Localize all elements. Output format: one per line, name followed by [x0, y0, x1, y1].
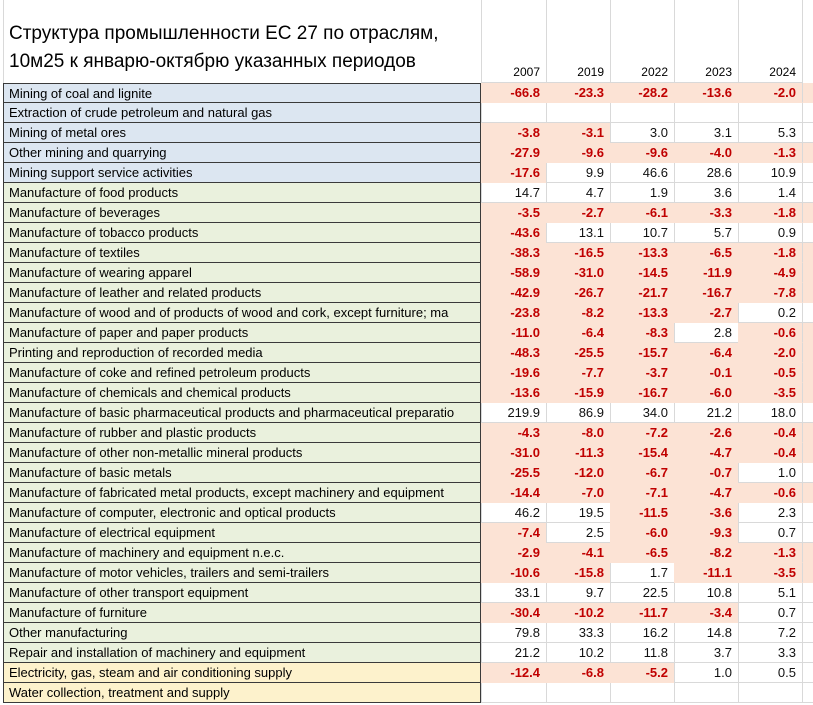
- cell-2023[interactable]: -4.7: [674, 443, 738, 463]
- table-row: [3, 243, 813, 263]
- cell-2023[interactable]: 3.6: [674, 183, 738, 203]
- row-label[interactable]: Manufacture of tobacco products: [3, 223, 481, 243]
- table-row: [3, 223, 813, 243]
- row-label[interactable]: Manufacture of textiles: [3, 243, 481, 263]
- overflow-strip-cell[interactable]: [802, 483, 813, 503]
- cell-2022[interactable]: -9.6: [610, 143, 674, 163]
- cell-2007[interactable]: 14.7: [481, 183, 546, 203]
- cell-2023[interactable]: -6.5: [674, 243, 738, 263]
- cell-2024[interactable]: -0.6: [738, 483, 802, 503]
- cell-2023[interactable]: -4.0: [674, 143, 738, 163]
- cell-2019[interactable]: [546, 683, 610, 703]
- column-header-2007[interactable]: 2007: [481, 0, 546, 83]
- cell-2024[interactable]: 1.4: [738, 183, 802, 203]
- table-body: [3, 83, 813, 703]
- cell-2024[interactable]: 0.5: [738, 663, 802, 683]
- cell-2019[interactable]: -10.2: [546, 603, 610, 623]
- row-label[interactable]: Manufacture of other transport equipment: [3, 583, 481, 603]
- cell-2019[interactable]: -15.9: [546, 383, 610, 403]
- cell-2024[interactable]: -2.0: [738, 83, 802, 103]
- cell-2022[interactable]: 11.8: [610, 643, 674, 663]
- row-label[interactable]: Manufacture of fabricated metal products, except machinery and equipment: [3, 483, 481, 503]
- cell-2023[interactable]: -9.3: [674, 523, 738, 543]
- cell-2022[interactable]: 1.9: [610, 183, 674, 203]
- cell-2022[interactable]: -7.1: [610, 483, 674, 503]
- cell-2022[interactable]: -14.5: [610, 263, 674, 283]
- table-row: [3, 683, 813, 703]
- overflow-strip-cell[interactable]: [802, 223, 813, 243]
- cell-2022[interactable]: [610, 103, 674, 123]
- row-label[interactable]: Mining support service activities: [3, 163, 481, 183]
- cell-2022[interactable]: -6.5: [610, 543, 674, 563]
- cell-2007[interactable]: -3.8: [481, 123, 546, 143]
- cell-2023[interactable]: 28.6: [674, 163, 738, 183]
- cell-2024[interactable]: -1.8: [738, 203, 802, 223]
- cell-2007[interactable]: -17.6: [481, 163, 546, 183]
- row-label[interactable]: Mining of metal ores: [3, 123, 481, 143]
- cell-2022[interactable]: 10.7: [610, 223, 674, 243]
- table-row: [3, 363, 813, 383]
- cell-2024[interactable]: -3.5: [738, 563, 802, 583]
- cell-2024[interactable]: 5.1: [738, 583, 802, 603]
- cell-2023[interactable]: 1.0: [674, 663, 738, 683]
- cell-2024[interactable]: -2.0: [738, 343, 802, 363]
- table-row: [3, 603, 813, 623]
- cell-2022[interactable]: -13.3: [610, 303, 674, 323]
- cell-2019[interactable]: 4.7: [546, 183, 610, 203]
- cell-2024[interactable]: 3.3: [738, 643, 802, 663]
- cell-2024[interactable]: 7.2: [738, 623, 802, 643]
- row-label[interactable]: Manufacture of basic metals: [3, 463, 481, 483]
- row-label[interactable]: Manufacture of paper and paper products: [3, 323, 481, 343]
- overflow-strip-cell[interactable]: [802, 263, 813, 283]
- cell-2022[interactable]: -16.7: [610, 383, 674, 403]
- sheet-title-line2: 10м25 к январю-октябрю указанных периодов: [9, 51, 416, 72]
- cell-2024[interactable]: -1.3: [738, 143, 802, 163]
- overflow-strip-cell[interactable]: [802, 183, 813, 203]
- overflow-strip-cell[interactable]: [802, 543, 813, 563]
- sheet-title-line1: Структура промышленности ЕС 27 по отраслям,: [9, 23, 439, 44]
- overflow-strip-cell[interactable]: [802, 603, 813, 623]
- cell-2007[interactable]: -38.3: [481, 243, 546, 263]
- cell-2022[interactable]: -13.3: [610, 243, 674, 263]
- row-label[interactable]: Manufacture of food products: [3, 183, 481, 203]
- cell-2024[interactable]: 18.0: [738, 403, 802, 423]
- cell-2019[interactable]: 33.3: [546, 623, 610, 643]
- cell-2023[interactable]: 3.1: [674, 123, 738, 143]
- cell-2019[interactable]: -7.7: [546, 363, 610, 383]
- row-label[interactable]: Other mining and quarrying: [3, 143, 481, 163]
- row-label[interactable]: Electricity, gas, steam and air conditioning supply: [3, 663, 481, 683]
- table-row: [3, 583, 813, 603]
- cell-2007[interactable]: 219.9: [481, 403, 546, 423]
- row-label[interactable]: Manufacture of wood and of products of wood and cork, except furniture; ma: [3, 303, 481, 323]
- cell-2019[interactable]: -6.8: [546, 663, 610, 683]
- cell-2022[interactable]: -6.1: [610, 203, 674, 223]
- cell-2019[interactable]: -7.0: [546, 483, 610, 503]
- cell-2024[interactable]: 2.3: [738, 503, 802, 523]
- cell-2024[interactable]: -0.6: [738, 323, 802, 343]
- cell-2022[interactable]: -11.7: [610, 603, 674, 623]
- cell-2023[interactable]: -4.7: [674, 483, 738, 503]
- cell-2022[interactable]: -15.4: [610, 443, 674, 463]
- cell-2019[interactable]: -3.1: [546, 123, 610, 143]
- cell-2007[interactable]: 46.2: [481, 503, 546, 523]
- table-row: [3, 143, 813, 163]
- cell-2022[interactable]: -6.0: [610, 523, 674, 543]
- cell-2007[interactable]: -43.6: [481, 223, 546, 243]
- cell-2024[interactable]: -1.3: [738, 543, 802, 563]
- table-row: [3, 323, 813, 343]
- table-row: [3, 203, 813, 223]
- row-label[interactable]: Printing and reproduction of recorded media: [3, 343, 481, 363]
- cell-2024[interactable]: -0.5: [738, 363, 802, 383]
- row-label[interactable]: Manufacture of leather and related products: [3, 283, 481, 303]
- cell-2022[interactable]: 22.5: [610, 583, 674, 603]
- cell-2023[interactable]: -13.6: [674, 83, 738, 103]
- cell-2024[interactable]: 10.9: [738, 163, 802, 183]
- table-row: [3, 403, 813, 423]
- overflow-strip-cell[interactable]: [802, 503, 813, 523]
- table-row: [3, 563, 813, 583]
- overflow-strip-cell[interactable]: [802, 423, 813, 443]
- cell-2022[interactable]: -15.7: [610, 343, 674, 363]
- table-row: [3, 483, 813, 503]
- cell-2023[interactable]: -2.6: [674, 423, 738, 443]
- overflow-strip-cell[interactable]: [802, 283, 813, 303]
- cell-2022[interactable]: -7.2: [610, 423, 674, 443]
- overflow-strip-cell[interactable]: [802, 123, 813, 143]
- cell-2007[interactable]: [481, 103, 546, 123]
- cell-2024[interactable]: 0.7: [738, 523, 802, 543]
- cell-2024[interactable]: -0.4: [738, 423, 802, 443]
- cell-2022[interactable]: -6.7: [610, 463, 674, 483]
- title-cell[interactable]: [3, 0, 481, 83]
- cell-2019[interactable]: -31.0: [546, 263, 610, 283]
- cell-2019[interactable]: -11.3: [546, 443, 610, 463]
- cell-2023[interactable]: 5.7: [674, 223, 738, 243]
- cell-2007[interactable]: -3.5: [481, 203, 546, 223]
- cell-2024[interactable]: 0.9: [738, 223, 802, 243]
- row-label[interactable]: Repair and installation of machinery and equipment: [3, 643, 481, 663]
- cell-2019[interactable]: [546, 103, 610, 123]
- cell-2007[interactable]: -14.4: [481, 483, 546, 503]
- cell-2007[interactable]: -7.4: [481, 523, 546, 543]
- overflow-strip-cell[interactable]: [802, 243, 813, 263]
- cell-2023[interactable]: 2.8: [674, 323, 738, 343]
- overflow-strip-cell[interactable]: [802, 383, 813, 403]
- table-row: [3, 263, 813, 283]
- column-header-2023[interactable]: 2023: [674, 0, 738, 83]
- cell-2019[interactable]: 19.5: [546, 503, 610, 523]
- cell-2007[interactable]: -19.6: [481, 363, 546, 383]
- cell-2007[interactable]: -27.9: [481, 143, 546, 163]
- cell-2024[interactable]: 1.0: [738, 463, 802, 483]
- overflow-strip-cell[interactable]: [802, 163, 813, 183]
- table-row: [3, 163, 813, 183]
- table-row: [3, 663, 813, 683]
- overflow-strip-cell[interactable]: [802, 203, 813, 223]
- table-row: [3, 343, 813, 363]
- overflow-strip-cell[interactable]: [802, 323, 813, 343]
- table-row: [3, 523, 813, 543]
- cell-2022[interactable]: 16.2: [610, 623, 674, 643]
- overflow-strip-cell[interactable]: [802, 643, 813, 663]
- table-row: [3, 283, 813, 303]
- row-label[interactable]: Manufacture of coke and refined petroleum products: [3, 363, 481, 383]
- cell-2023[interactable]: 10.8: [674, 583, 738, 603]
- table-row: [3, 543, 813, 563]
- cell-2023[interactable]: -2.7: [674, 303, 738, 323]
- cell-2019[interactable]: -23.3: [546, 83, 610, 103]
- row-label[interactable]: Other manufacturing: [3, 623, 481, 643]
- cell-2019[interactable]: 10.2: [546, 643, 610, 663]
- cell-2019[interactable]: -2.7: [546, 203, 610, 223]
- column-header-2024[interactable]: 2024: [738, 0, 802, 83]
- cell-2023[interactable]: -3.3: [674, 203, 738, 223]
- cell-2024[interactable]: [738, 103, 802, 123]
- table-row: [3, 123, 813, 143]
- cell-2024[interactable]: -4.9: [738, 263, 802, 283]
- row-label[interactable]: Manufacture of machinery and equipment n.e.c.: [3, 543, 481, 563]
- overflow-strip-cell[interactable]: [802, 303, 813, 323]
- cell-2022[interactable]: 1.7: [610, 563, 674, 583]
- row-label[interactable]: Manufacture of chemicals and chemical products: [3, 383, 481, 403]
- overflow-strip-cell[interactable]: [802, 463, 813, 483]
- cell-2023[interactable]: -3.6: [674, 503, 738, 523]
- overflow-strip-cell[interactable]: [802, 83, 813, 103]
- cell-2023[interactable]: [674, 683, 738, 703]
- cell-2019[interactable]: 9.7: [546, 583, 610, 603]
- cell-2024[interactable]: -1.8: [738, 243, 802, 263]
- table-row: [3, 383, 813, 403]
- overflow-strip-cell[interactable]: [802, 563, 813, 583]
- cell-2007[interactable]: -42.9: [481, 283, 546, 303]
- cell-2022[interactable]: -8.3: [610, 323, 674, 343]
- cell-2023[interactable]: -0.1: [674, 363, 738, 383]
- header-row: [3, 0, 813, 83]
- cell-2007[interactable]: -10.6: [481, 563, 546, 583]
- cell-2024[interactable]: -0.4: [738, 443, 802, 463]
- cell-2007[interactable]: [481, 683, 546, 703]
- row-label[interactable]: Manufacture of motor vehicles, trailers and semi-trailers: [3, 563, 481, 583]
- row-label[interactable]: Manufacture of computer, electronic and optical products: [3, 503, 481, 523]
- overflow-strip-cell[interactable]: [802, 583, 813, 603]
- cell-2007[interactable]: -58.9: [481, 263, 546, 283]
- cell-2019[interactable]: 86.9: [546, 403, 610, 423]
- cell-2023[interactable]: -16.7: [674, 283, 738, 303]
- cell-2007[interactable]: -12.4: [481, 663, 546, 683]
- cell-2023[interactable]: -3.4: [674, 603, 738, 623]
- cell-2022[interactable]: -3.7: [610, 363, 674, 383]
- cell-2019[interactable]: -8.0: [546, 423, 610, 443]
- cell-2019[interactable]: -9.6: [546, 143, 610, 163]
- cell-2023[interactable]: [674, 103, 738, 123]
- overflow-strip-cell[interactable]: [802, 143, 813, 163]
- column-header-2019[interactable]: 2019: [546, 0, 610, 83]
- cell-2022[interactable]: 3.0: [610, 123, 674, 143]
- cell-2007[interactable]: 33.1: [481, 583, 546, 603]
- cell-2019[interactable]: 9.9: [546, 163, 610, 183]
- overflow-strip-cell[interactable]: [802, 663, 813, 683]
- row-label[interactable]: Manufacture of wearing apparel: [3, 263, 481, 283]
- table-row: [3, 83, 813, 103]
- row-label[interactable]: Water collection, treatment and supply: [3, 683, 481, 703]
- table-row: [3, 183, 813, 203]
- cell-2007[interactable]: -23.8: [481, 303, 546, 323]
- cell-2023[interactable]: -11.9: [674, 263, 738, 283]
- cell-2024[interactable]: -3.5: [738, 383, 802, 403]
- table-row: [3, 423, 813, 443]
- table-row: [3, 103, 813, 123]
- overflow-strip-cell[interactable]: [802, 343, 813, 363]
- cell-2019[interactable]: 13.1: [546, 223, 610, 243]
- cell-2007[interactable]: -13.6: [481, 383, 546, 403]
- table-row: [3, 503, 813, 523]
- cell-2019[interactable]: 2.5: [546, 523, 610, 543]
- cell-2019[interactable]: -26.7: [546, 283, 610, 303]
- cell-2024[interactable]: [738, 683, 802, 703]
- overflow-strip-cell[interactable]: [802, 683, 813, 703]
- cell-2019[interactable]: -15.8: [546, 563, 610, 583]
- table-row: [3, 643, 813, 663]
- row-label[interactable]: Manufacture of basic pharmaceutical products and pharmaceutical preparatio: [3, 403, 481, 423]
- cell-2022[interactable]: 34.0: [610, 403, 674, 423]
- overflow-strip-cell[interactable]: [802, 623, 813, 643]
- cell-2022[interactable]: -21.7: [610, 283, 674, 303]
- cell-2023[interactable]: 3.7: [674, 643, 738, 663]
- overflow-strip-cell[interactable]: [802, 523, 813, 543]
- cell-2007[interactable]: -30.4: [481, 603, 546, 623]
- cell-2024[interactable]: 5.3: [738, 123, 802, 143]
- row-label[interactable]: Manufacture of other non-metallic mineral products: [3, 443, 481, 463]
- cell-2022[interactable]: 46.6: [610, 163, 674, 183]
- cell-2007[interactable]: -31.0: [481, 443, 546, 463]
- cell-2022[interactable]: -5.2: [610, 663, 674, 683]
- header-overflow-strip: [802, 0, 813, 83]
- cell-2024[interactable]: -7.8: [738, 283, 802, 303]
- column-header-2022[interactable]: 2022: [610, 0, 674, 83]
- cell-2007[interactable]: 21.2: [481, 643, 546, 663]
- cell-2023[interactable]: -6.0: [674, 383, 738, 403]
- row-label[interactable]: Manufacture of beverages: [3, 203, 481, 223]
- row-label[interactable]: Extraction of crude petroleum and natural gas: [3, 103, 481, 123]
- cell-2007[interactable]: -4.3: [481, 423, 546, 443]
- cell-2022[interactable]: [610, 683, 674, 703]
- cell-2007[interactable]: -25.5: [481, 463, 546, 483]
- cell-2019[interactable]: -8.2: [546, 303, 610, 323]
- cell-2024[interactable]: 0.7: [738, 603, 802, 623]
- cell-2023[interactable]: -6.4: [674, 343, 738, 363]
- cell-2022[interactable]: -28.2: [610, 83, 674, 103]
- cell-2007[interactable]: 79.8: [481, 623, 546, 643]
- cell-2019[interactable]: -12.0: [546, 463, 610, 483]
- table-row: [3, 463, 813, 483]
- cell-2023[interactable]: -8.2: [674, 543, 738, 563]
- row-label[interactable]: Manufacture of electrical equipment: [3, 523, 481, 543]
- row-label[interactable]: Manufacture of rubber and plastic products: [3, 423, 481, 443]
- overflow-strip-cell[interactable]: [802, 403, 813, 423]
- table-row: [3, 303, 813, 323]
- overflow-strip-cell[interactable]: [802, 443, 813, 463]
- cell-2019[interactable]: -25.5: [546, 343, 610, 363]
- row-label[interactable]: Mining of coal and lignite: [3, 83, 481, 103]
- cell-2023[interactable]: -11.1: [674, 563, 738, 583]
- cell-2019[interactable]: -16.5: [546, 243, 610, 263]
- row-label[interactable]: Manufacture of furniture: [3, 603, 481, 623]
- cell-2007[interactable]: -66.8: [481, 83, 546, 103]
- cell-2019[interactable]: -6.4: [546, 323, 610, 343]
- cell-2007[interactable]: -48.3: [481, 343, 546, 363]
- cell-2019[interactable]: -4.1: [546, 543, 610, 563]
- cell-2007[interactable]: -11.0: [481, 323, 546, 343]
- overflow-strip-cell[interactable]: [802, 363, 813, 383]
- table-row: [3, 623, 813, 643]
- cell-2007[interactable]: -2.9: [481, 543, 546, 563]
- cell-2023[interactable]: 14.8: [674, 623, 738, 643]
- table-row: [3, 443, 813, 463]
- cell-2024[interactable]: 0.2: [738, 303, 802, 323]
- cell-2023[interactable]: 21.2: [674, 403, 738, 423]
- cell-2022[interactable]: -11.5: [610, 503, 674, 523]
- cell-2023[interactable]: -0.7: [674, 463, 738, 483]
- overflow-strip-cell[interactable]: [802, 103, 813, 123]
